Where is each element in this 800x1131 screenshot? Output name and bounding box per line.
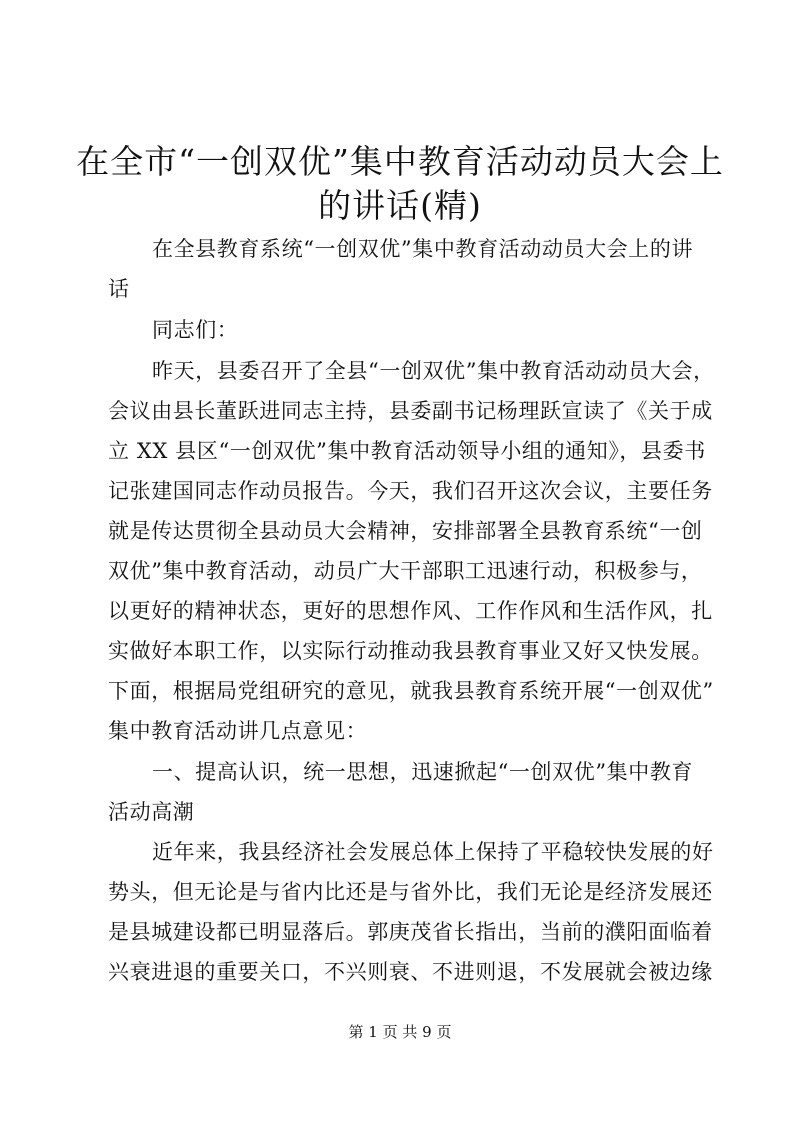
- paragraph-line: 会议由县长董跃进同志主持，县委副书记杨理跃宣读了《关于成: [108, 399, 713, 423]
- paragraph-line: 双优”集中教育活动，动员广大干部职工迅速行动，积极参与，: [108, 559, 703, 583]
- paragraph-line: 记张建国同志作动员报告。今天，我们召开这次会议，主要任务: [108, 479, 713, 503]
- paragraph-line: 兴衰进退的重要关口，不兴则衰、不进则退，不发展就会被边缘: [108, 960, 713, 984]
- section-heading-line-2: 活动高潮: [108, 800, 195, 824]
- section-heading-line-1: 一、提高认识，统一思想，迅速掀起“一创双优”集中教育: [152, 760, 694, 784]
- paragraph-line: 下面，根据局党组研究的意见，就我县教育系统开展“一创双优”: [108, 679, 714, 703]
- paragraph-line: 势头，但无论是与省内比还是与省外比，我们无论是经济发展还: [108, 880, 713, 904]
- paragraph-line: 实做好本职工作，以实际行动推动我县教育事业又好又快发展。: [108, 639, 713, 663]
- paragraph-line: 昨天，县委召开了全县“一创双优”集中教育活动动员大会，: [152, 359, 715, 383]
- subtitle-line-1: 在全县教育系统“一创双优”集中教育活动动员大会上的讲: [152, 237, 694, 261]
- document-title-line-1: 在全市“一创双优”集中教育活动动员大会上: [76, 142, 724, 181]
- paragraph-line: 以更好的精神状态，更好的思想作风、工作作风和生活作风，扎: [108, 599, 713, 623]
- paragraph-line: 立 XX 县区“一创双优”集中教育活动领导小组的通知》，县委书: [108, 439, 706, 463]
- subtitle-line-2: 话: [108, 277, 130, 301]
- paragraph-line: 就是传达贯彻全县动员大会精神，安排部署全县教育系统“一创: [108, 519, 703, 543]
- salutation: 同志们：: [152, 318, 239, 342]
- paragraph-line: 集中教育活动讲几点意见：: [108, 719, 368, 743]
- paragraph-line: 是县城建设都已明显落后。郭庚茂省长指出，当前的濮阳面临着: [108, 920, 713, 944]
- paragraph-line: 近年来，我县经济社会发展总体上保持了平稳较快发展的好: [152, 840, 714, 864]
- page-footer: 第 1 页 共 9 页: [348, 1023, 452, 1041]
- document-title-line-2: 的讲话(精): [318, 186, 482, 225]
